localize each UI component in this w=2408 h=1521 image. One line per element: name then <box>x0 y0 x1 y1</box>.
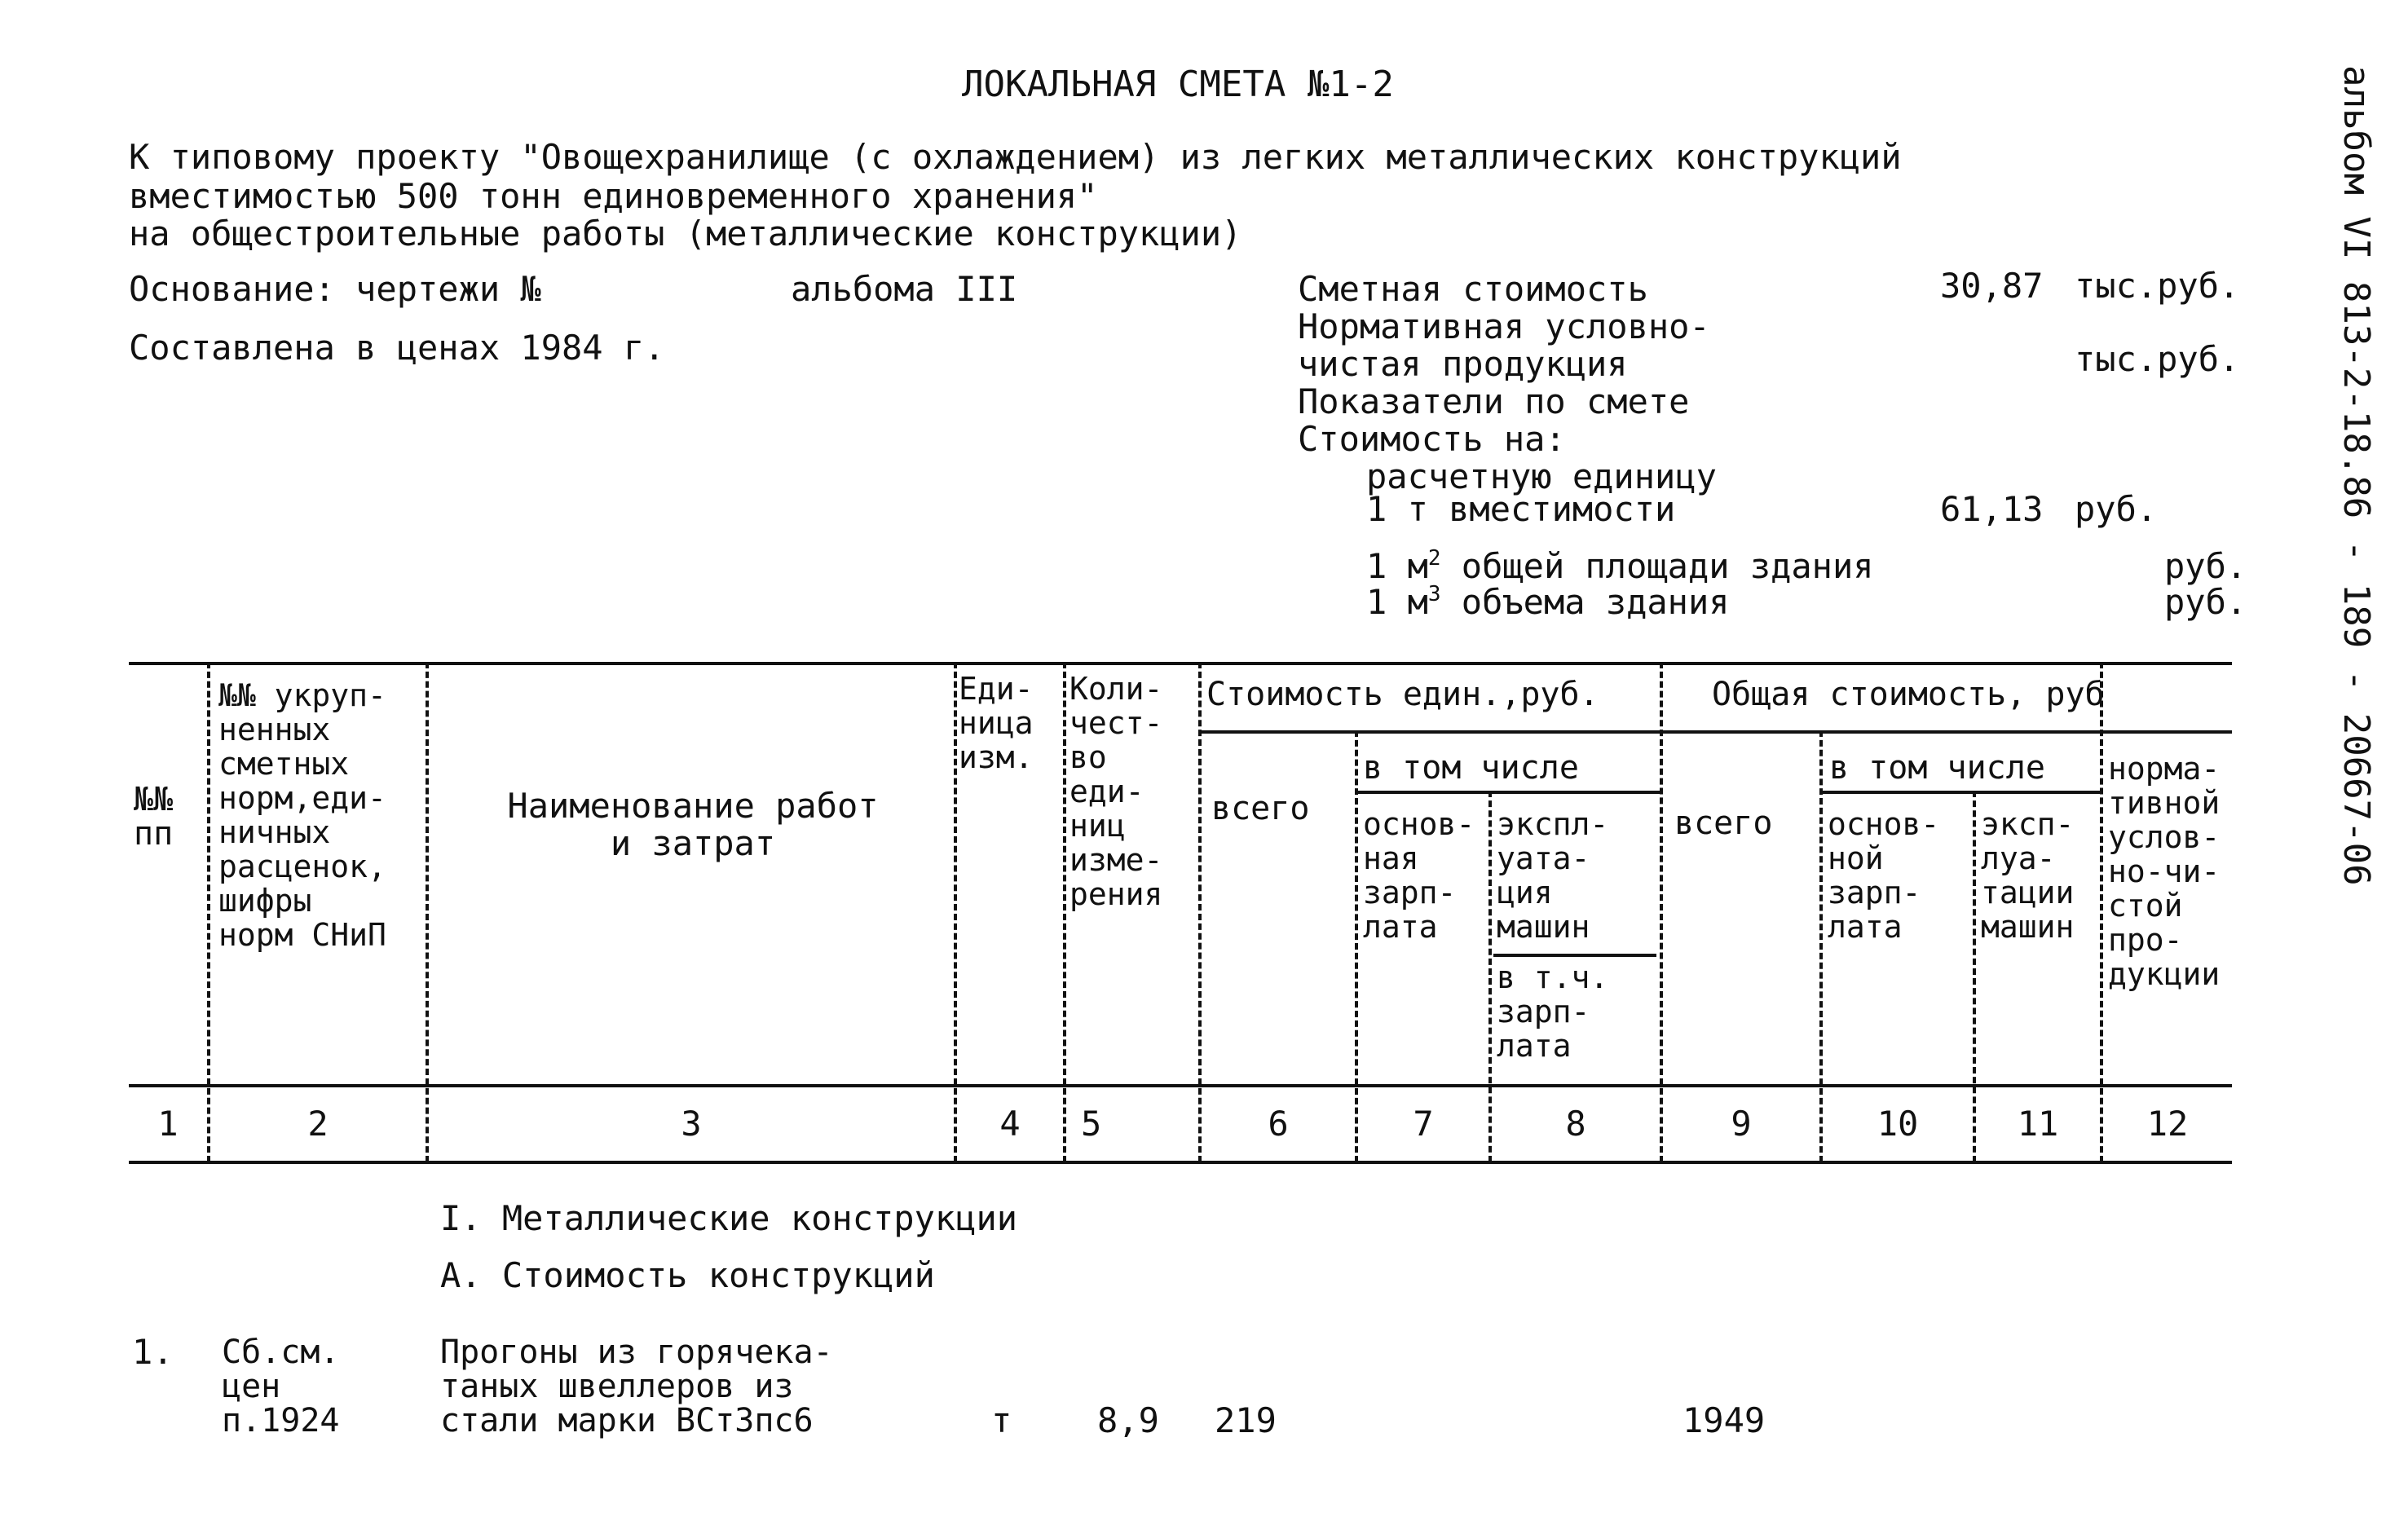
row-1-code: Сб.см. цен п.1924 <box>222 1334 340 1439</box>
prices-line: Составлена в ценах 1984 г. <box>129 328 665 368</box>
col-number-4: 4 <box>999 1104 1021 1144</box>
col-number-9: 9 <box>1731 1104 1752 1144</box>
number-row-bottom-rule <box>129 1161 2232 1164</box>
per-m3-unit: руб. <box>2164 582 2247 622</box>
row-1-number: 1. <box>132 1332 174 1372</box>
per-m2-label: 1 $м^2$ общей площади здания <box>1366 546 1874 586</box>
col-sep-11 <box>2100 662 2103 1162</box>
intro-line-1: К типовому проекту "Овощехранилище (с охлаждением) из легких металлических конструкций <box>129 137 1902 177</box>
sub-rule-col8 <box>1493 954 1656 957</box>
header-col11: эксп- луа- тации машин <box>1981 806 2075 945</box>
indicators-label: Показатели по смете <box>1298 381 1690 421</box>
header-total-cost-group: Общая стоимость, руб <box>1712 676 2105 713</box>
row-1-quantity: 8,9 <box>1097 1400 1159 1440</box>
col-number-2: 2 <box>307 1104 329 1144</box>
per-ton-value: 61,13 <box>1940 489 2044 529</box>
col-number-1: 1 <box>157 1104 179 1144</box>
estimated-cost-unit: тыс.руб. <box>2075 266 2240 306</box>
group-header-rule <box>1198 730 2232 734</box>
section-heading-a: А. Стоимость конструкций <box>440 1255 935 1295</box>
row-1-unit-cost: 219 <box>1215 1400 1277 1440</box>
header-col3: Наименование работ и затрат <box>507 786 879 863</box>
per-m3-label: 1 $м^3$ объема здания <box>1366 582 1730 622</box>
col-sep-8 <box>1660 662 1663 1162</box>
header-col8: экспл- уата- ция машин <box>1497 806 1609 945</box>
col-sep-9 <box>1819 730 1823 1162</box>
per-m2-unit: руб. <box>2164 546 2247 586</box>
col-number-12: 12 <box>2146 1104 2189 1144</box>
row-1-name: Прогоны из горячека- таных швеллеров из стали марки ВСт3пс6 <box>440 1334 833 1439</box>
col-number-11: 11 <box>2017 1104 2059 1144</box>
col-number-10: 10 <box>1877 1104 1919 1144</box>
calc-unit-label: расчетную единицу <box>1366 456 1717 496</box>
col-number-3: 3 <box>681 1104 702 1144</box>
header-col4: Еди- ница изм. <box>959 671 1034 775</box>
header-col1: №№ пп <box>134 781 174 853</box>
col-number-5: 5 <box>1081 1104 1102 1144</box>
col-number-7: 7 <box>1413 1104 1434 1144</box>
basis-label: Основание: чертежи № <box>129 269 541 309</box>
header-incl-1: в том числе <box>1363 749 1579 787</box>
incl-rule-1 <box>1355 791 1663 794</box>
per-ton-label: 1 т вместимости <box>1366 489 1676 529</box>
col-sep-4 <box>1063 662 1066 1162</box>
col-sep-5 <box>1198 662 1202 1162</box>
normative-label-2: чистая продукция <box>1298 344 1628 384</box>
col-sep-2 <box>426 662 429 1162</box>
header-col6: всего <box>1211 790 1310 827</box>
col-number-6: 6 <box>1268 1104 1289 1144</box>
basis-album: альбома III <box>791 269 1018 309</box>
col-sep-3 <box>954 662 957 1162</box>
side-annotation: альбом VI 813-2-18.86 - 189 - 20667-06 <box>2335 65 2377 886</box>
header-col12: норма- тивной услов- но-чи- стой про- дукции <box>2108 751 2221 992</box>
incl-rule-2 <box>1819 791 2100 794</box>
document-title: ЛОКАЛЬНАЯ СМЕТА №1-2 <box>962 64 1394 105</box>
col-number-8: 8 <box>1565 1104 1586 1144</box>
intro-line-2: вместимостью 500 тонн единовременного хранения" <box>129 176 1098 216</box>
table-top-rule <box>129 662 2232 665</box>
header-col7: основ- ная зарп- лата <box>1363 806 1475 945</box>
cost-on-label: Стоимость на: <box>1298 419 1566 459</box>
header-col2: №№ укруп- ненных сметных норм,еди- ничных расценок, шифры норм СНиП <box>218 677 386 953</box>
row-1-total-cost: 1949 <box>1683 1400 1766 1440</box>
header-col10: основ- ной зарп- лата <box>1828 806 1940 945</box>
section-heading-1: I. Металлические конструкции <box>440 1198 1018 1238</box>
estimated-cost-label: Сметная стоимость <box>1298 269 1648 309</box>
per-ton-unit: руб. <box>2075 489 2158 529</box>
row-1-unit: т <box>991 1400 1012 1440</box>
header-col5: Коли- чест- во еди- ниц изме- рения <box>1069 671 1163 912</box>
normative-label-1: Нормативная условно- <box>1298 306 1710 346</box>
intro-line-3: на общестроительные работы (металлические конструкции) <box>129 214 1242 254</box>
header-col8-sub: в т.ч. зарп- лата <box>1497 959 1609 1064</box>
col-sep-1 <box>207 662 210 1162</box>
header-bottom-rule <box>129 1084 2232 1087</box>
normative-unit: тыс.руб. <box>2075 339 2240 379</box>
header-col9: всего <box>1674 805 1773 842</box>
col-sep-6 <box>1355 730 1358 1162</box>
header-incl-2: в том числе <box>1829 749 2045 787</box>
estimated-cost-value: 30,87 <box>1940 266 2044 306</box>
header-unit-cost-group: Стоимость един.,руб. <box>1206 676 1599 713</box>
